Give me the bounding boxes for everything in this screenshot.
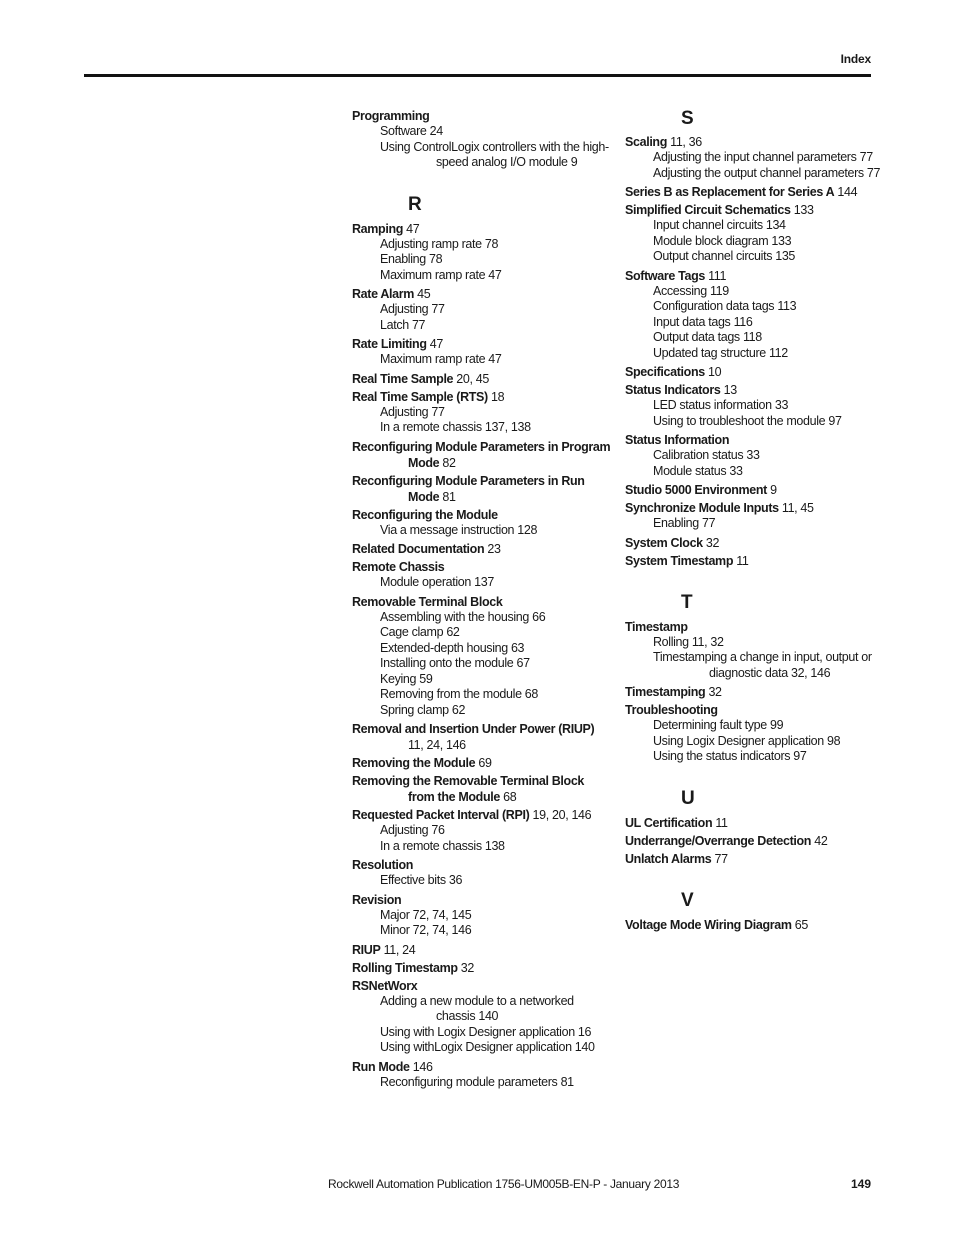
- index-subentry: Rolling 11, 32: [653, 634, 724, 649]
- index-term-line: [352, 942, 612, 958]
- index-term: Rolling Timestamp: [352, 960, 458, 975]
- index-term: Real Time Sample (RTS): [352, 389, 488, 404]
- index-page-refs: 10: [707, 365, 722, 379]
- index-subentry: Module operation 137: [380, 575, 494, 589]
- index-term: Removable Terminal Block: [352, 594, 503, 609]
- index-subentry: Input data tags 116: [653, 314, 753, 329]
- index-term-line: [352, 507, 612, 523]
- index-term: Related Documentation: [352, 542, 485, 556]
- index-term: Requested Packet Interval (RPI): [352, 808, 530, 822]
- index-term-line: [352, 473, 612, 505]
- index-term-line: [352, 892, 612, 908]
- index-term: Revision: [352, 892, 402, 907]
- index-entry: [352, 857, 612, 889]
- index-page-refs: 23: [487, 542, 501, 556]
- index-term-line: [625, 702, 885, 718]
- index-term: Status Indicators: [625, 383, 721, 397]
- index-page-refs: 11, 45: [781, 501, 814, 515]
- index-term: RSNetWorx: [352, 978, 418, 993]
- index-subentry: In a remote chassis 138: [380, 838, 505, 853]
- index-entry: [352, 559, 612, 591]
- index-term-line: [625, 851, 885, 867]
- index-term-line: [352, 221, 612, 237]
- index-subentry: Enabling 78: [380, 252, 443, 266]
- index-term: Removing the Removable Terminal Block from the Module: [352, 774, 585, 804]
- index-term-line: [625, 134, 885, 150]
- index-subentries: [352, 124, 612, 171]
- index-entry: [625, 535, 885, 551]
- index-term: System Clock: [625, 535, 703, 550]
- index-term: UL Certification: [625, 815, 713, 830]
- index-subentry: Enabling 77: [653, 516, 716, 530]
- index-subentries: [625, 448, 885, 479]
- index-subentry: Adjusting 77: [380, 404, 445, 419]
- index-entry: [625, 815, 885, 831]
- index-term: Run Mode: [352, 1059, 410, 1074]
- index-subentry: Installing onto the module 67: [380, 656, 530, 670]
- index-entry: [352, 594, 612, 719]
- index-term-line: [352, 594, 612, 610]
- index-entry: [352, 721, 612, 753]
- index-subentry: Cage clamp 62: [380, 625, 460, 639]
- index-term: Reconfiguring Module Parameters in Program Mode: [352, 439, 611, 470]
- index-page-refs: 47: [429, 337, 443, 351]
- index-page-refs: 68: [503, 790, 517, 804]
- index-subentry: In a remote chassis 137, 138: [380, 420, 531, 434]
- index-page-refs: 81: [442, 489, 456, 504]
- index-subentries: [352, 405, 612, 436]
- index-term: Removing the Module: [352, 756, 476, 770]
- index-subentry: Adding a new module to a networked chassis 140: [380, 993, 574, 1023]
- index-term: Real Time Sample: [352, 371, 454, 386]
- index-letter-heading: V: [681, 889, 694, 911]
- index-term-line: [625, 382, 885, 398]
- index-term: Underrange/Overrange Detection: [625, 833, 812, 848]
- index-subentry: Adjusting ramp rate 78: [380, 236, 499, 251]
- header-rule: [84, 74, 871, 77]
- index-entry: [352, 755, 612, 771]
- index-term: Software Tags: [625, 268, 705, 283]
- index-page-refs: 11: [715, 815, 728, 830]
- index-page-refs: 11: [736, 553, 749, 568]
- index-term-line: [625, 432, 885, 448]
- index-term: Timestamp: [625, 619, 688, 634]
- index-subentry: Maximum ramp rate 47: [380, 267, 502, 282]
- index-subentries: [625, 284, 885, 362]
- index-subentries: [352, 823, 612, 854]
- index-term-line: [625, 184, 885, 200]
- index-subentry: Keying 59: [380, 671, 433, 686]
- index-term-line: [352, 960, 612, 976]
- index-term: Unlatch Alarms: [625, 851, 712, 866]
- index-subentry: Determining fault type 99: [653, 718, 784, 732]
- index-subentries: [625, 718, 885, 765]
- index-entry: [352, 221, 612, 284]
- index-subentries: [352, 352, 612, 368]
- index-subentry: Reconfiguring module parameters 81: [380, 1074, 574, 1089]
- index-page-refs: 82: [442, 455, 456, 470]
- index-subentry: LED status information 33: [653, 398, 789, 412]
- index-subentry: Via a message instruction 128: [380, 522, 538, 537]
- index-term-line: [625, 500, 885, 516]
- index-subentry: Using ControlLogix controllers with the high-speed analog I/O module 9: [380, 139, 609, 169]
- index-term: Scaling: [625, 135, 668, 149]
- index-term: Rate Alarm: [352, 287, 415, 301]
- index-subentry: Maximum ramp rate 47: [380, 352, 502, 366]
- index-term-line: [625, 833, 885, 849]
- index-subentries: [352, 302, 612, 333]
- index-term-line: [352, 439, 612, 471]
- index-term-line: [352, 807, 612, 823]
- index-subentry: Adjusting the input channel parameters 77: [653, 150, 873, 164]
- index-entry: [625, 619, 885, 682]
- index-term-line: [625, 535, 885, 551]
- index-entry: [352, 942, 612, 958]
- index-entry: [352, 108, 612, 171]
- index-entry: [625, 382, 885, 429]
- index-entry: [352, 371, 612, 387]
- index-page-refs: 32: [460, 960, 474, 975]
- index-page-refs: 47: [406, 221, 420, 236]
- index-entry: [625, 202, 885, 265]
- index-column-left: [352, 106, 612, 1093]
- index-term-line: [352, 371, 612, 387]
- index-term: Simplified Circuit Schematics: [625, 203, 791, 217]
- index-subentries: [352, 523, 612, 539]
- index-page-refs: 9: [770, 483, 777, 497]
- index-letter-heading: R: [408, 193, 422, 215]
- index-subentry: Assembling with the housing 66: [380, 609, 546, 624]
- index-page-refs: 111: [708, 268, 727, 283]
- index-subentries: [352, 237, 612, 284]
- index-page-refs: 77: [714, 851, 728, 866]
- index-entry: [625, 851, 885, 867]
- index-subentry: Latch 77: [380, 317, 426, 332]
- index-entry: [625, 482, 885, 498]
- page-number: 149: [850, 1177, 871, 1191]
- index-subentry: Using the status indicators 97: [653, 749, 807, 763]
- index-page-refs: 69: [478, 756, 492, 770]
- index-subentry: Major 72, 74, 145: [380, 907, 472, 922]
- footer-publication: Rockwell Automation Publication 1756-UM005B-EN-P - January 2013: [328, 1177, 680, 1191]
- index-term-line: [352, 857, 612, 873]
- index-subentry: Accessing 119: [653, 283, 729, 298]
- index-term-line: [625, 482, 885, 498]
- index-entry: [625, 702, 885, 765]
- index-term-line: [625, 268, 885, 284]
- index-subentries: [352, 1075, 612, 1091]
- index-subentry: Extended-depth housing 63: [380, 640, 525, 655]
- index-page-refs: 45: [417, 287, 431, 301]
- index-subentry: Adjusting 77: [380, 302, 445, 316]
- index-entry: [352, 1059, 612, 1091]
- index-term: Series B as Replacement for Series A: [625, 185, 835, 199]
- index-entry: [625, 268, 885, 362]
- index-subentry: Using to troubleshoot the module 97: [653, 413, 842, 428]
- index-subentry: Software 24: [380, 124, 443, 138]
- index-subentry: Removing from the module 68: [380, 687, 538, 701]
- index-term: Programming: [352, 109, 430, 123]
- index-subentry: Minor 72, 74, 146: [380, 923, 472, 937]
- index-subentry: Using with Logix Designer application 16: [380, 1024, 592, 1039]
- index-term: Reconfiguring Module Parameters in Run Mode: [352, 473, 585, 504]
- index-term: Specifications: [625, 365, 705, 379]
- index-subentries: [625, 516, 885, 532]
- index-term: Timestamping: [625, 685, 706, 699]
- index-term-line: [625, 364, 885, 380]
- index-page-refs: 32: [708, 685, 722, 699]
- index-subentry: Input channel circuits 134: [653, 218, 786, 232]
- index-term-line: [625, 684, 885, 700]
- index-entry: [352, 892, 612, 939]
- index-letter-heading: T: [681, 591, 693, 613]
- index-entry: [352, 473, 612, 505]
- index-subentry: Calibration status 33: [653, 448, 760, 462]
- index-entry: [352, 807, 612, 854]
- index-subentry: Using withLogix Designer application 140: [380, 1040, 595, 1054]
- index-page-refs: 144: [837, 185, 858, 199]
- index-entry: [625, 684, 885, 700]
- index-entry: [352, 773, 612, 805]
- index-term: Studio 5000 Environment: [625, 483, 767, 497]
- index-page-refs: 11, 36: [670, 135, 702, 149]
- index-entry: [625, 500, 885, 532]
- index-page-refs: 32: [705, 535, 720, 550]
- index-subentry: Timestamping a change in input, output or diagnostic data 32, 146: [653, 650, 872, 680]
- index-term-line: [625, 202, 885, 218]
- index-entry: [352, 978, 612, 1056]
- index-term: Reconfiguring the Module: [352, 507, 498, 522]
- index-entry: [352, 336, 612, 368]
- index-subentries: [625, 635, 885, 682]
- index-subentry: Module status 33: [653, 463, 743, 478]
- index-term: Ramping: [352, 221, 404, 236]
- index-term-line: [352, 389, 612, 405]
- index-page-refs: 19, 20, 146: [532, 808, 592, 822]
- index-term-line: [352, 755, 612, 771]
- index-page-refs: 146: [412, 1059, 433, 1074]
- index-subentry: Updated tag structure 112: [653, 345, 788, 360]
- index-letter-heading: S: [681, 108, 694, 129]
- index-term-line: [352, 286, 612, 302]
- index-subentries: [352, 908, 612, 939]
- index-entry: [352, 541, 612, 557]
- index-subentries: [625, 150, 885, 181]
- index-subentries: [625, 218, 885, 265]
- index-term-line: [625, 553, 885, 569]
- index-subentries: [352, 873, 612, 889]
- index-term: Voltage Mode Wiring Diagram: [625, 917, 792, 932]
- index-term: Rate Limiting: [352, 337, 427, 351]
- index-term: Synchronize Module Inputs: [625, 501, 779, 515]
- index-subentry: Output data tags 118: [653, 330, 762, 344]
- index-term: Resolution: [352, 858, 414, 872]
- index-term: RIUP: [352, 942, 381, 957]
- index-page-refs: 65: [794, 917, 808, 932]
- index-entry: [352, 439, 612, 471]
- index-entry: [352, 389, 612, 436]
- index-page-refs: 11, 24, 146: [408, 738, 466, 752]
- index-term-line: [352, 978, 612, 994]
- index-term: Remote Chassis: [352, 560, 445, 574]
- index-term-line: [352, 541, 612, 557]
- index-entry: [625, 364, 885, 380]
- index-page-refs: 18: [491, 389, 505, 404]
- index-page-refs: 133: [793, 203, 814, 217]
- index-subentry: Output channel circuits 135: [653, 249, 796, 263]
- index-term-line: [625, 619, 885, 635]
- index-subentry: Using Logix Designer application 98: [653, 733, 841, 748]
- index-subentry: Effective bits 36: [380, 873, 463, 887]
- index-term-line: [625, 815, 885, 831]
- index-page-refs: 11, 24: [383, 942, 416, 957]
- index-term-line: [352, 1059, 612, 1075]
- index-page-refs: 42: [814, 833, 828, 848]
- index-subentries: [352, 575, 612, 591]
- index-entry: [625, 917, 885, 933]
- index-term-line: [625, 917, 885, 933]
- index-entry: [625, 833, 885, 849]
- index-page-refs: 20, 45: [456, 371, 489, 386]
- index-term-line: [352, 721, 612, 753]
- index-entry: [625, 134, 885, 181]
- index-subentry: Adjusting the output channel parameters 77: [653, 165, 881, 180]
- index-entry: [625, 553, 885, 569]
- index-entry: [352, 507, 612, 539]
- index-subentries: [352, 994, 612, 1056]
- index-entry: [625, 184, 885, 200]
- index-term: Troubleshooting: [625, 703, 718, 717]
- index-term: Status Information: [625, 433, 730, 447]
- index-letter-heading: U: [681, 787, 695, 809]
- index-term: Removal and Insertion Under Power (RIUP): [352, 722, 595, 736]
- index-page-refs: 13: [723, 383, 737, 397]
- index-entry: [625, 432, 885, 479]
- index-subentry: Configuration data tags 113: [653, 299, 797, 313]
- index-term-line: [352, 559, 612, 575]
- index-term-line: [352, 336, 612, 352]
- index-column-right: [625, 106, 885, 933]
- index-entry: [352, 960, 612, 976]
- index-subentry: Module block diagram 133: [653, 233, 792, 248]
- index-term: System Timestamp: [625, 553, 734, 568]
- index-subentry: Adjusting 76: [380, 823, 445, 837]
- index-term-line: [352, 773, 612, 805]
- index-subentries: [625, 398, 885, 429]
- index-subentries: [352, 610, 612, 719]
- section-header: Index: [840, 52, 871, 66]
- index-term-line: [352, 108, 612, 124]
- index-subentry: Spring clamp 62: [380, 702, 466, 717]
- index-entry: [352, 286, 612, 333]
